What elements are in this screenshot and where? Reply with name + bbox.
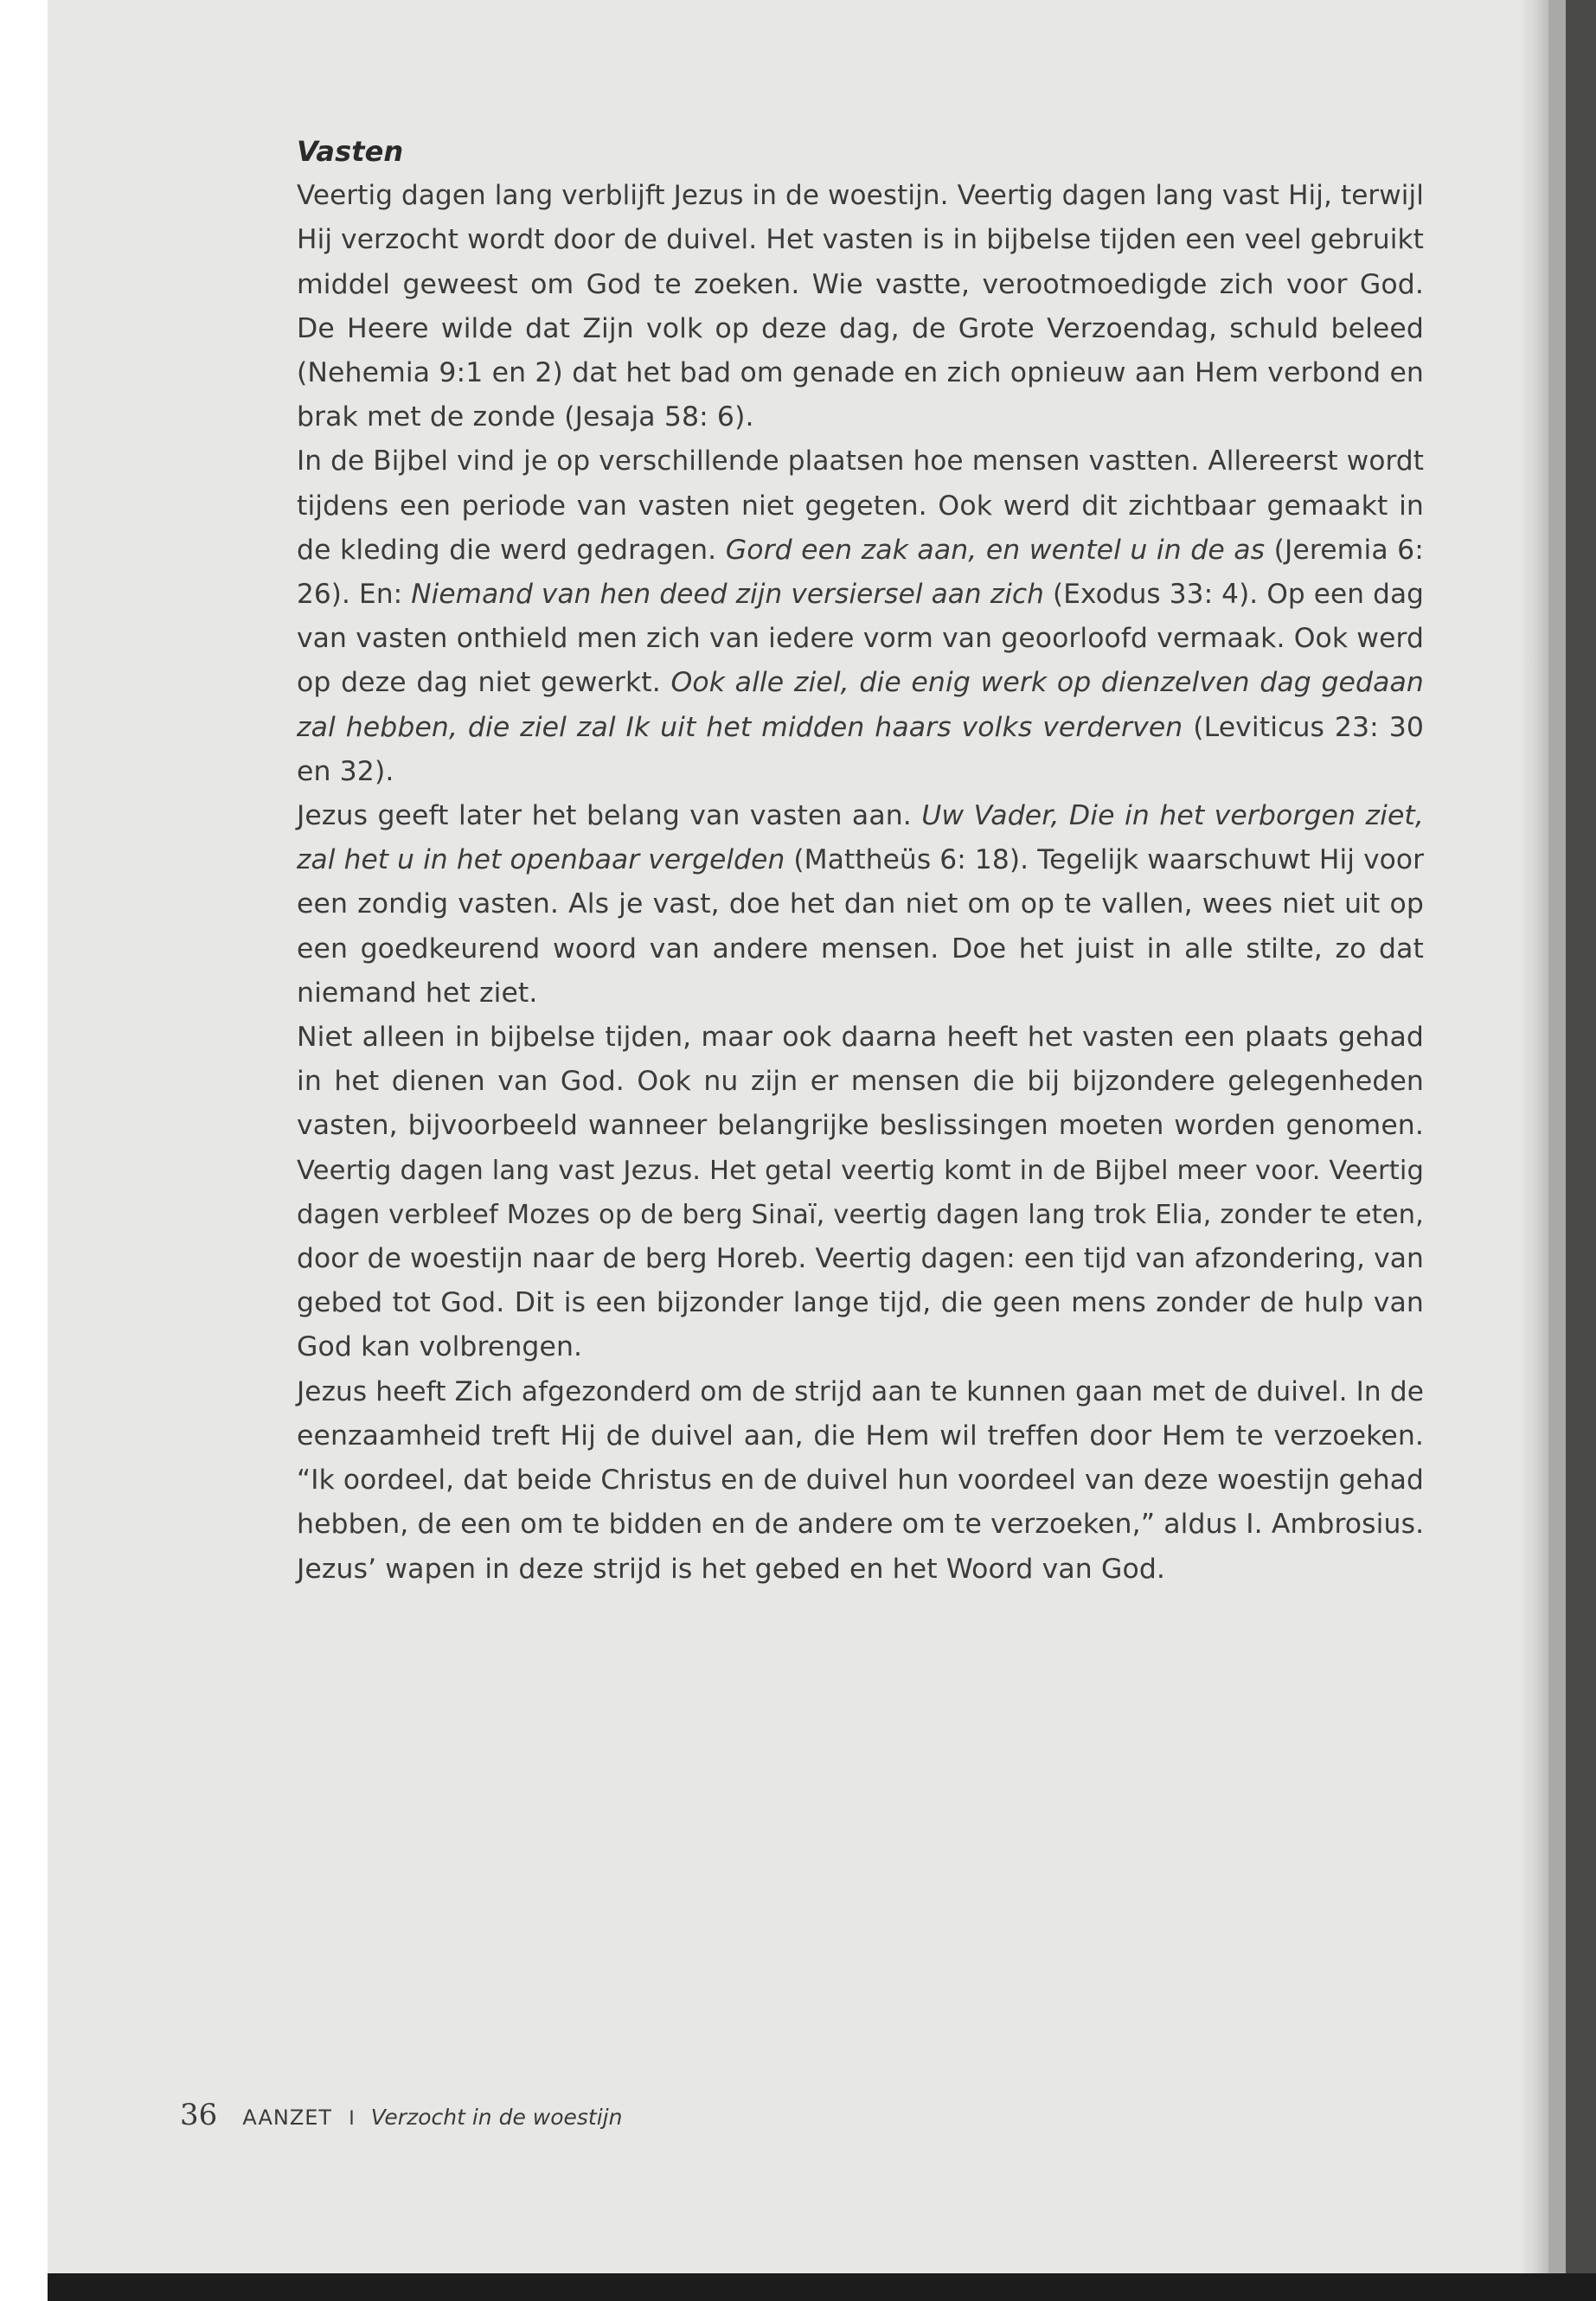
text-line bbox=[297, 1281, 1424, 1325]
text-line bbox=[297, 573, 1424, 617]
text-line bbox=[297, 484, 1424, 529]
text-run: brak met de zonde (Jesaja 58: 6). bbox=[297, 401, 754, 433]
text-line bbox=[297, 307, 1424, 351]
scan-margin-left bbox=[0, 0, 48, 2301]
paragraph bbox=[297, 174, 1424, 439]
text-run: (Exodus 33: 4). Op een dag bbox=[1044, 579, 1425, 611]
book-spine bbox=[1548, 0, 1566, 2273]
text-run: vasten, bijvoorbeeld wanneer belangrijke beslissingen moeten worden genomen. bbox=[297, 1110, 1424, 1142]
text-run: In de Bijbel vind je op verschillende plaatsen hoe mensen vastten. Allereerst wordt bbox=[297, 445, 1424, 478]
text-line bbox=[297, 1414, 1424, 1458]
text-run: niemand het ziet. bbox=[297, 977, 538, 1009]
text-run: tijdens een periode van vasten niet gegeten. Ook werd dit zichtbaar gemaakt in bbox=[297, 490, 1424, 522]
section-heading: Vasten bbox=[297, 135, 404, 168]
paragraph bbox=[297, 1370, 1424, 1592]
paragraphs bbox=[297, 174, 1424, 1592]
text-line bbox=[297, 971, 1424, 1016]
text-line bbox=[297, 1193, 1424, 1237]
text-line bbox=[297, 1104, 1424, 1148]
text-run: Niet alleen in bijbelse tijden, maar ook daarna heeft het vasten een plaats gehad bbox=[297, 1022, 1424, 1054]
italic-quote: Niemand van hen deed zijn versiersel aan zich bbox=[411, 579, 1045, 611]
text-run: gebed tot God. Dit is een bijzonder lange tijd, die geen mens zonder de hulp van bbox=[297, 1287, 1424, 1319]
text-run: De Heere wilde dat Zijn volk op deze dag, de Grote Verzoendag, schuld beleed bbox=[297, 312, 1424, 344]
text-run: Veertig dagen lang vast Jezus. Het getal veertig komt in de Bijbel meer voor. Veertig bbox=[297, 1155, 1424, 1186]
main-text bbox=[297, 130, 1424, 1592]
page-edge bbox=[1522, 0, 1548, 2273]
page-number: 36 bbox=[180, 2098, 218, 2132]
text-line bbox=[297, 882, 1424, 926]
text-run: 26). En: bbox=[297, 579, 412, 611]
text-line bbox=[297, 263, 1424, 307]
text-run: hebben, de een om te bidden en de andere om te verzoeken,” aldus I. Ambrosius. bbox=[297, 1509, 1425, 1541]
text-line bbox=[297, 1370, 1424, 1414]
text-run: Jezus geeft later het belang van vasten aan. bbox=[297, 800, 922, 832]
paragraph bbox=[297, 1016, 1424, 1370]
text-line bbox=[297, 661, 1424, 705]
text-run: de kleding die werd gedragen. bbox=[297, 534, 726, 566]
text-run: (Jeremia 6: bbox=[1265, 534, 1424, 566]
text-run: dagen verbleef Mozes op de berg Sinaï, veertig dagen lang trok Elia, zonder te eten, bbox=[297, 1199, 1424, 1230]
text-line bbox=[297, 529, 1424, 573]
text-run: in het dienen van God. Ook nu zijn er mensen die bij bijzondere gelegenheden bbox=[297, 1066, 1424, 1098]
text-run: (Leviticus 23: 30 bbox=[1183, 711, 1424, 743]
text-line bbox=[297, 1149, 1424, 1193]
text-run: “Ik oordeel, dat beide Christus en de duivel hun voordeel van deze woestijn gehad bbox=[297, 1465, 1424, 1497]
text-run: op deze dag niet gewerkt. bbox=[297, 667, 671, 699]
text-run: van vasten onthield men zich van iedere vorm van geoorloofd vermaak. Ook werd bbox=[297, 623, 1424, 655]
text-line bbox=[297, 439, 1424, 484]
text-line bbox=[297, 794, 1424, 838]
text-line bbox=[297, 750, 1424, 794]
text-line bbox=[297, 1016, 1424, 1060]
italic-quote: zal het u in het openbaar vergelden bbox=[297, 844, 785, 876]
text-run: een zondig vasten. Als je vast, doe het dan niet om op te vallen, wees niet uit op bbox=[297, 888, 1424, 920]
text-line bbox=[297, 1503, 1424, 1547]
text-run: Hij verzocht wordt door de duivel. Het vasten is in bijbelse tijden een veel gebruikt bbox=[297, 224, 1424, 256]
text-line bbox=[297, 617, 1424, 661]
text-run: en 32). bbox=[297, 755, 394, 787]
text-line bbox=[297, 927, 1424, 971]
footer-separator: I bbox=[349, 2108, 355, 2130]
text-line bbox=[297, 838, 1424, 882]
text-run: God kan volbrengen. bbox=[297, 1331, 583, 1363]
text-run: eenzaamheid treft Hij de duivel aan, die Hem wil treffen door Hem te verzoeken. bbox=[297, 1420, 1424, 1452]
running-footer bbox=[180, 2098, 622, 2132]
text-run: middel geweest om God te zoeken. Wie vastte, verootmoedigde zich voor God. bbox=[297, 268, 1424, 300]
book-title: AANZET bbox=[242, 2106, 333, 2130]
text-run: Veertig dagen lang verblijft Jezus in de woestijn. Veertig dagen lang vast Hij, terwijl bbox=[297, 180, 1424, 212]
text-line bbox=[297, 706, 1424, 750]
text-line bbox=[297, 351, 1424, 395]
text-run: door de woestijn naar de berg Horeb. Veertig dagen: een tijd van afzondering, van bbox=[297, 1243, 1424, 1275]
italic-quote: zal hebben, die ziel zal Ik uit het midden haars volks verderven bbox=[297, 711, 1183, 743]
text-line bbox=[297, 1060, 1424, 1104]
text-line bbox=[297, 1458, 1424, 1503]
text-line bbox=[297, 1325, 1424, 1369]
scan-bottom-band bbox=[48, 2273, 1596, 2301]
chapter-title: Verzocht in de woestijn bbox=[370, 2105, 623, 2130]
paragraph bbox=[297, 439, 1424, 794]
text-line bbox=[297, 1548, 1424, 1592]
text-line bbox=[297, 1237, 1424, 1281]
italic-quote: Ook alle ziel, die enig werk op dienzelven dag gedaan bbox=[670, 667, 1424, 699]
text-run: Jezus heeft Zich afgezonderd om de strijd aan te kunnen gaan met de duivel. In de bbox=[297, 1375, 1424, 1407]
italic-quote: Gord een zak aan, en wentel u in de as bbox=[725, 534, 1266, 566]
text-run: Jezus’ wapen in deze strijd is het gebed en het Woord van God. bbox=[297, 1553, 1166, 1585]
text-run: (Nehemia 9:1 en 2) dat het bad om genade en zich opnieuw aan Hem verbond en bbox=[297, 357, 1424, 389]
book-spine-shadow bbox=[1566, 0, 1596, 2301]
text-run: een goedkeurend woord van andere mensen. Doe het juist in alle stilte, zo dat bbox=[297, 933, 1424, 965]
text-line bbox=[297, 395, 1424, 439]
italic-quote: Uw Vader, Die in het verborgen ziet, bbox=[921, 800, 1424, 832]
text-line bbox=[297, 174, 1424, 218]
text-run: (Mattheüs 6: 18). Tegelijk waarschuwt Hij voor bbox=[785, 844, 1425, 876]
text-line bbox=[297, 218, 1424, 262]
paragraph bbox=[297, 794, 1424, 1016]
